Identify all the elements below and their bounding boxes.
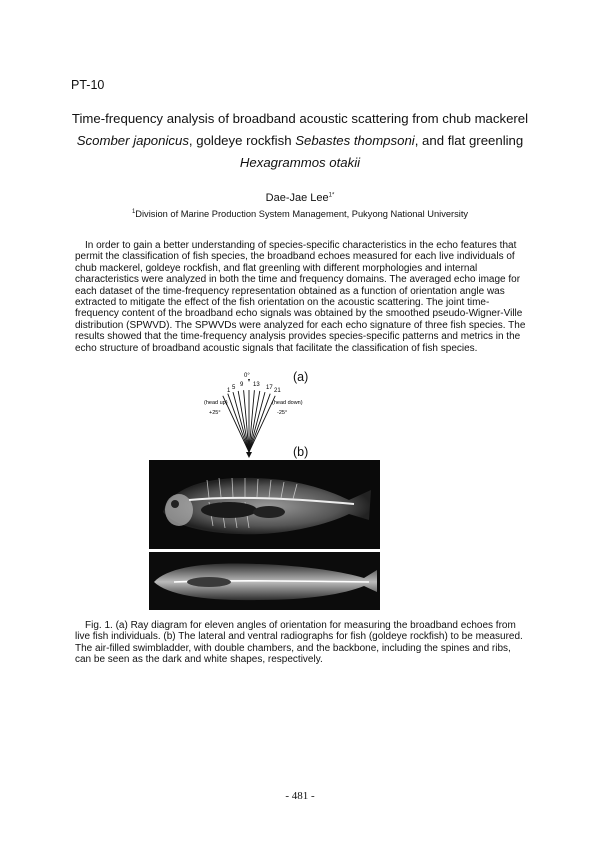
ray-number-17: 17 [266,385,273,391]
head-up-label: (head up) [204,400,228,406]
ray-line [249,391,260,452]
title-line-1 [0,110,600,128]
title-separator-2: , and flat greenling [414,133,524,148]
title-line-3 [0,154,600,172]
ray-line [249,394,270,452]
ray-number-13: 13 [253,382,260,388]
author-superscript: 1* [328,192,335,199]
figure-label-b: (b) [293,445,309,459]
ray-number-9: 9 [240,382,244,388]
title-separator-1: , goldeye rockfish [188,133,296,148]
ray-lines [223,390,275,452]
caption-text: Fig. 1. (a) Ray diagram for eleven angles of orientation for measuring the broadband echoes from live fish individuals. (b) The lateral and ventral radiographs for fish (goldeye rockfish) to be measured. The air-filled swimbladder, with double chambers, and the backbone, including the spines and ribs, can be seen as the dark and white shapes, respectively. [75,620,523,666]
affiliation-text: Division of Marine Production System Management, Pukyong National University [135,209,469,219]
zero-angle-marker [248,379,250,382]
abstract-text: In order to gain a better understanding of species-specific characteristics in the echo features that permit the classification of fish species, the broadband echoes measured for each live individuals of chub mackerel, goldeye rockfish, and flat greenling with different morphologies and internal characteristics were analyzed in both the time and frequency domains. The averaged echo image for each dataset of the time-frequency representation obtained as a function of orientation angle was extracted to mitigate the effect of the fish orientation on the acoustic scattering. The joint time-frequency content of the broadband echo signals was obtained by the smoothed pseudo-Wigner-Ville distribution (SPWVD). The SPWVDs were analyzed for each echo signature of three fish species. The results showed that the time-frequency analysis provides species-specific patterns and metrics in the echo structure of broadband acoustic signals that facilitate the classification of fish species. [75,240,526,354]
affiliation-superscript: 1 [131,208,136,215]
affiliation [0,209,600,219]
lateral-radiograph-image [149,460,380,549]
ray-number-21: 21 [274,388,281,394]
ventral-radiograph-image [149,552,380,610]
species-name-2: Sebastes thompsoni [295,133,415,148]
species-name-1: Scomber japonicus [76,133,189,148]
figure-label-a: (a) [293,370,309,384]
head-down-angle: -25° [277,410,288,416]
paper-code: PT-10 [71,78,105,92]
head-down-label: (head down) [272,400,303,406]
ray-number-1: 1 [227,388,231,394]
ray-number-5: 5 [232,385,236,391]
ray-line [228,394,249,452]
ray-line [238,391,249,452]
figure-caption [75,620,527,666]
page-number: - 481 - [285,790,315,802]
author-name: Dae-Jae Lee [265,192,329,204]
author [0,192,600,204]
species-name-3: Hexagrammos otakii [239,155,361,170]
abstract-paragraph [75,240,527,354]
title-line-2 [0,132,600,150]
title-text: Time-frequency analysis of broadband acoustic scattering from chub mackerel [71,111,529,126]
zero-angle-label: 0° [244,373,250,379]
head-up-angle: +25° [209,410,221,416]
transducer-arrow [246,452,252,458]
